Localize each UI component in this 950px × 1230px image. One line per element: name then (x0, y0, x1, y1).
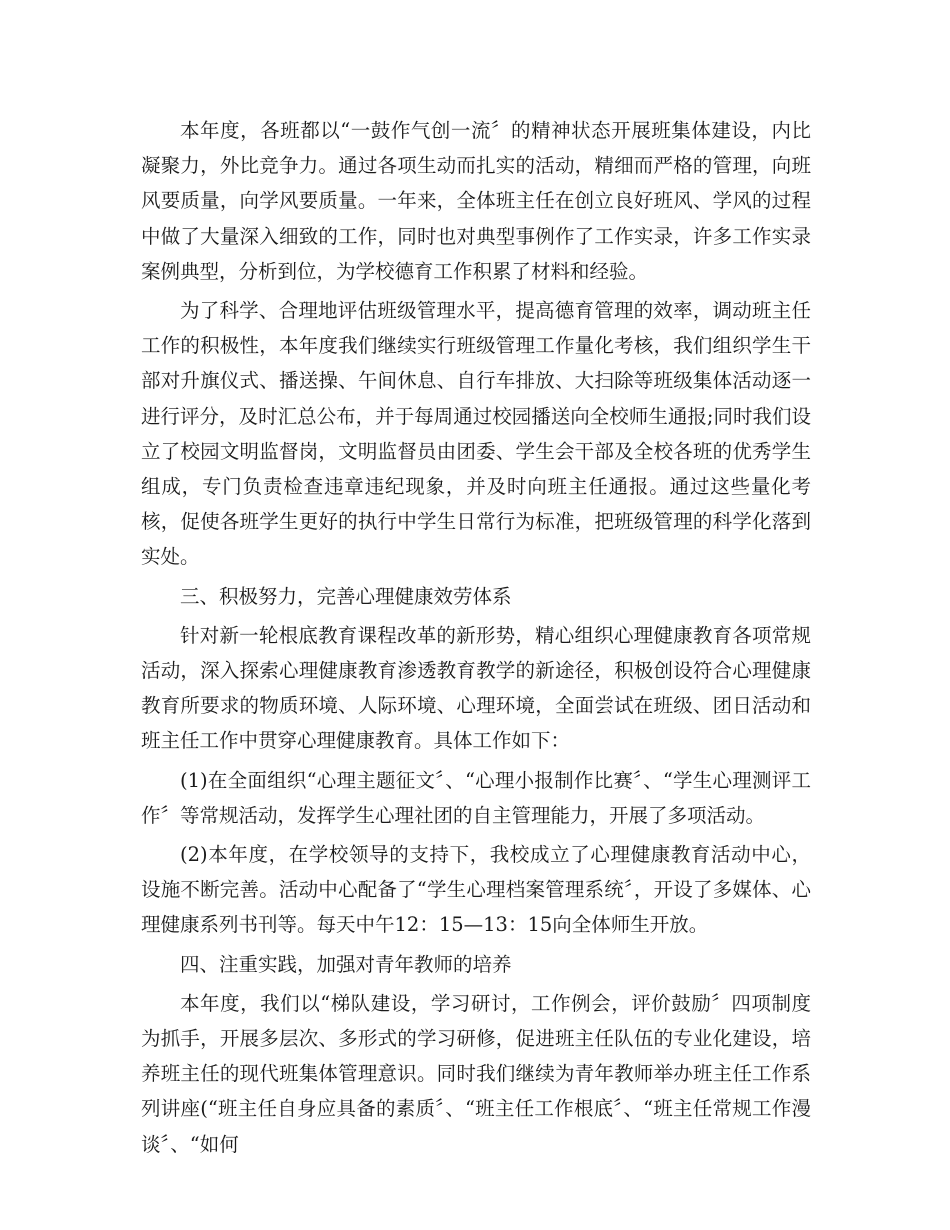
section-heading-young-teachers: 四、注重实践，加强对青年教师的培养 (180, 952, 512, 976)
paragraph-psychological-education: 针对新一轮根底教育课程改革的新形势，精心组织心理健康教育各项常规活动，深入探索心理健康教育渗透教育教学的新途径，积极创设符合心理健康教育所要求的物质环境、人际环境、心理环境，全面尝试在班级、团日活动和班主任工作中贯穿心理健康教育。具体工作如下： (141, 623, 811, 753)
paragraph-teacher-training: 本年度，我们以“梯队建设，学习研讨，工作例会，评价鼓励〞四项制度为抓手，开展多层次、多形式的学习研修，促进班主任队伍的专业化建设，培养班主任的现代班集体管理意识。同时我们继续为青年教师举办班主任工作系列讲座(“班主任自身应具备的素质〞、“班主任工作根底〞、“班主任常规工作漫谈〞、“如何 (141, 991, 811, 1156)
section-heading-psychological-service: 三、积极努力，完善心理健康效劳体系 (180, 584, 512, 608)
paragraph-class-building: 本年度，各班都以“一鼓作气创一流〞的精神状态开展班集体建设，内比凝聚力，外比竞争力。通过各项生动而扎实的活动，精细而严格的管理，向班风要质量，向学风要质量。一年来，全体班主任在创立良好班风、学风的过程中做了大量深入细致的工作，同时也对典型事例作了工作实录，许多工作实录案例典型，分析到位，为学校德育工作积累了材料和经验。 (141, 119, 811, 283)
paragraph-quantified-assessment: 为了科学、合理地评估班级管理水平，提高德育管理的效率，调动班主任工作的积极性，本年度我们继续实行班级管理工作量化考核，我们组织学生干部对升旗仪式、播送操、午间休息、自行车排放、大扫除等班级集体活动逐一进行评分，及时汇总公布，并于每周通过校园播送向全校师生通报;同时我们设立了校园文明监督岗，文明监督员由团委、学生会干部及全校各班的优秀学生组成，专门负责检查违章违纪现象，并及时向班主任通报。通过这些量化考核，促使各班学生更好的执行中学生日常行为标准，把班级管理的科学化落到实处。 (141, 299, 811, 569)
paragraph-item-2: (2)本年度，在学校领导的支持下，我校成立了心理健康教育活动中心，设施不断完善。活动中心配备了“学生心理档案管理系统〞，开设了多媒体、心理健康系列书刊等。每天中午12：15—13：15向全体师生开放。 (141, 843, 811, 937)
document-body (141, 113, 811, 1166)
paragraph-item-1: (1)在全面组织“心理主题征文〞、“心理小报制作比赛〞、“学生心理测评工作〞等常规活动，发挥学生心理社团的自主管理能力，开展了多项活动。 (141, 768, 811, 827)
